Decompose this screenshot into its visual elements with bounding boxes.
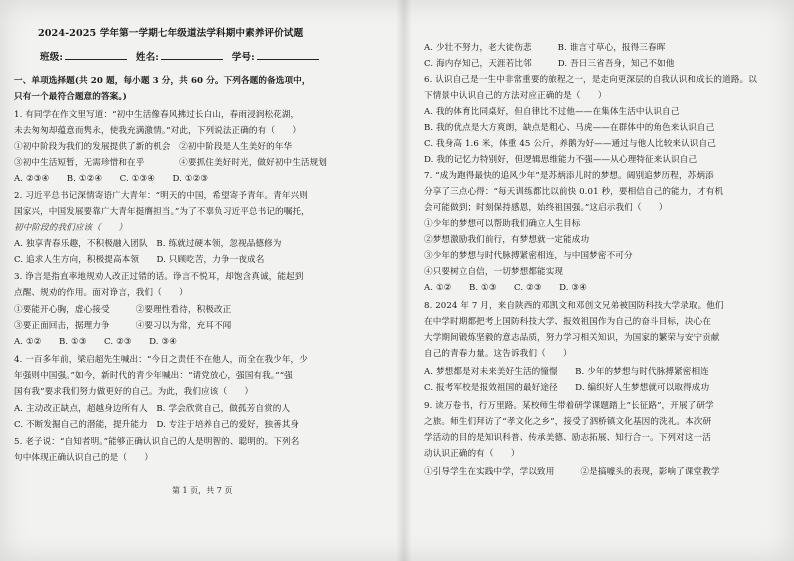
q4-stem: 国有我”要求我们努力做更好的自己。为此，我们应该（ ） — [14, 387, 254, 397]
q1-options: A. ②③④ B. ①②④ C. ①③④ D. ①②③ — [14, 174, 209, 184]
student-info-row — [40, 50, 325, 66]
q7-statement: ②梦想激励我们前行，有梦想就一定能成功 — [424, 235, 590, 245]
q1-stem: 1. 有同学在作文里写道：“初中生活像春风拂过长白山，春雨浸润松花湖， — [14, 110, 300, 120]
section-heading: 一、单项选择题(共 20 题，每小题 3 分，共 60 分。下列各题的备选项中， — [14, 76, 311, 86]
q4-options: C. 不断发掘自己的潜能，提升能力 D. 专注于培养自己的爱好，独善其身 — [14, 420, 300, 430]
q3-statements: ①要能开心胸，虚心接受 ②要理性看待，积极改正 — [14, 305, 232, 315]
q3-options: A. ①② B. ①③ C. ②③ D. ③④ — [14, 337, 178, 347]
q8-stem: 自己的青春力量。这告诉我们（ ） — [424, 349, 572, 359]
q6-option-a: A. 我的体育比同桌好，但自律比不过他——在集体生活中认识自己 — [424, 107, 680, 117]
q7-stem: 会可能做到；时刻保持感恩，始终祖国强。”这启示我们（ ） — [424, 203, 668, 213]
q7-options: A. ①② B. ①③ C. ②③ D. ③④ — [424, 283, 588, 293]
q5-options: A. 少壮不努力，老大徒伤悲 B. 谁言寸草心，报得三春晖 — [424, 43, 666, 53]
q5-stem: 5. 老子说：“自知者明。”能够正确认识自己的人是明智的、聪明的。下列名 — [14, 437, 300, 447]
id-label: 学号: — [231, 52, 255, 63]
q2-stem: 国家兴，中国发展要靠广大青年挺膺担当。”为了不辜负习近平总书记的嘱托， — [14, 207, 310, 217]
q8-stem: 大学期间锻炼坚毅的意志品质，努力学习相关知识，为国家的繁荣与安宁贡献 — [424, 333, 720, 343]
name-blank — [161, 50, 223, 60]
q5-stem: 句中体现正确认识自己的是（ ） — [14, 453, 154, 463]
section-instruction: 只有一个最符合题意的答案。) — [14, 92, 127, 102]
exam-title: 2024-2025 学年第一学期七年级道法学科期中素养评价试题 — [38, 28, 304, 39]
q5-options: C. 海内存知己，天涯若比邻 D. 吾日三省吾身，知己不如他 — [424, 59, 675, 69]
q9-stem: 9. 读万卷书，行万里路。某校师生带着研学课题踏上“长征路”，开展了研学 — [424, 401, 714, 411]
q8-stem: 在中学时期都把考上国防科技大学、报效祖国作为自己的奋斗目标，决心在 — [424, 317, 711, 327]
q9-stem: 动认识正确的有（ ） — [424, 449, 520, 459]
q1-statements: ①初中阶段为我们的发展提供了新的机会 ②初中阶段是人生美好的年华 — [14, 142, 293, 152]
page-number: 第 1 页，共 7 页 — [172, 486, 233, 495]
q8-options: C. 报考军校是报效祖国的最好途径 D. 编织好人生梦想就可以取得成功 — [424, 383, 710, 393]
q7-stem: 分享了三点心得：“每天训练都比以前快 0.01 秒，要相信自己的能力，才有机 — [424, 187, 724, 197]
id-blank — [257, 50, 319, 60]
q9-stem: 之旅。师生们拜访了“孝文化之乡”，接受了泗桥镇文化基因的洗礼。本次研 — [424, 417, 712, 427]
q7-statement: ④只要树立自信，一切梦想都能实现 — [424, 267, 564, 277]
q8-options: A. 梦想都是对未来美好生活的憧憬 B. 少年的梦想与时代脉搏紧密相连 — [424, 367, 709, 377]
q7-stem: 7. “成为跑得最快的追风少年”是苏炳添儿时的梦想。阔别追梦历程，苏炳添 — [424, 171, 714, 181]
q6-option-b: B. 我的优点是大方爽朗，缺点是粗心、马虎——在群体中的角色来认识自己 — [424, 123, 715, 133]
class-label: 班级: — [40, 52, 64, 63]
q6-stem: 6. 认识自己是一生中非常重要的旅程之一，是走向更深层的自我认识和成长的道路。以 — [424, 75, 757, 85]
q3-stem: 点醒、规劝的作用。面对诤言，我们（ ） — [14, 288, 188, 298]
q4-stem: 4. 一百多年前，梁启超先生喊出：“今日之责任不在他人，而全在我少年，少 — [14, 355, 308, 365]
q6-option-c: C. 我身高 1.6 米，体重 45 公斤，养鹅为好——通过与他人比较来认识自己 — [424, 139, 716, 149]
q2-stem: 初中阶段的我们应该（ ） — [14, 223, 128, 233]
q2-options: C. 追求人生方向，积极提高本领 D. 只顾吃苦，力争一夜成名 — [14, 255, 265, 265]
q1-statements: ③初中生活短暂，无需珍惜和在乎 ④要抓住美好时光，做好初中生活规划 — [14, 158, 327, 168]
q4-stem: 年强则中国强。”如今，新时代的青少年喊出：“请党放心，强国有我。”“强 — [14, 371, 293, 381]
q3-stem: 3. 诤言是指直率地规劝人改正过错的话。诤言不悦耳，却饱含真诚，能起到 — [14, 272, 304, 282]
q7-statement: ③少年的梦想与时代脉搏紧密相连，与中国梦密不可分 — [424, 251, 633, 261]
q9-statements: ①引导学生在实践中学，学以致用 ②是搞噱头的表现，影响了课堂教学 — [424, 467, 720, 477]
q4-options: A. 主动改正缺点，超越身边所有人 B. 学会欣赏自己，做孤芳自赏的人 — [14, 404, 291, 414]
name-label: 姓名: — [135, 52, 159, 63]
q6-stem: 下情景中认识自己的方法对应正确的是（ ） — [424, 91, 607, 101]
page-fold — [396, 0, 412, 561]
q6-option-d: D. 我的记忆力特别好，但逻辑思维能力不强——从心理特征来认识自己 — [424, 155, 698, 165]
q2-stem: 2. 习近平总书记深情寄语广大青年：“明天的中国，希望寄予青年。青年兴则 — [14, 191, 308, 201]
q3-statements: ③要正面回击，据理力争 ④要习以为常，充耳不闻 — [14, 321, 232, 331]
class-blank — [65, 50, 127, 60]
q2-options: A. 独享青春乐趣，不积极融入团队 B. 练就过硬本领，忽视品德修为 — [14, 239, 282, 249]
q8-stem: 8. 2024 年 7 月，来自陕西的邓凯文和邓创文兄弟被国防科技大学录取。他们 — [424, 301, 724, 311]
q9-stem: 学活动的目的是知识科普、传承美德、励志拓展、知行合一。下列对这一活 — [424, 433, 711, 443]
q7-statement: ①少年的梦想可以帮助我们确立人生目标 — [424, 219, 581, 229]
q1-stem: 未去匆匆却蕴意而隽永，使我充满激情。”对此，下列说法正确的有（ ） — [14, 126, 302, 136]
